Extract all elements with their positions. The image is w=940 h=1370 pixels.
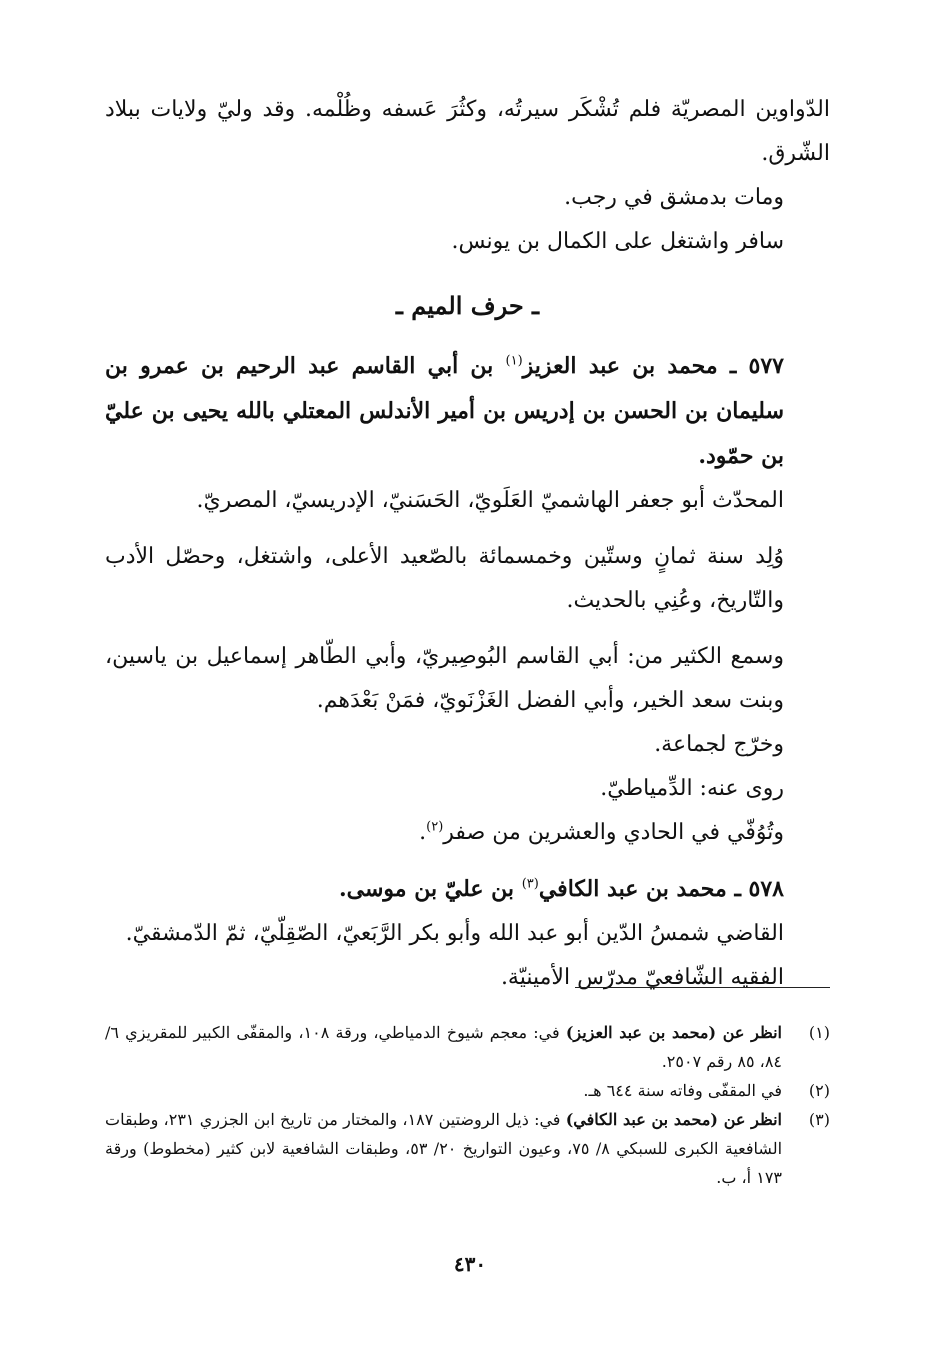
footnotes <box>105 1018 830 1192</box>
footnote-sources: في: معجم شيوخ الدمياطي، ورقة ١٠٨، والمقفّى الكبير للمقريزي ٦/ ٨٤، ٨٥ رقم ٢٥٠٧. <box>105 1023 782 1071</box>
death-date-text: وتُوُفّي في الحادي والعشرين من صفر <box>443 820 784 845</box>
footnote-ref-1[interactable]: (١) <box>505 353 523 369</box>
footnote-text: في المقفّى وفاته سنة ٦٤٤ هـ. <box>583 1081 782 1100</box>
footnote-number: (٣) <box>808 1110 830 1129</box>
entry-577-name: ٥٧٧ ـ محمد بن عبد العزيز <box>522 353 784 379</box>
entry-578-lineage: بن عليّ بن موسى. <box>339 876 522 902</box>
footnote-2 <box>105 1076 830 1105</box>
paragraph-jurist: الفقيه الشّافعيّ مدرّس الأمينيّة. <box>500 965 784 990</box>
footnote-sources: في: ذيل الروضتين ١٨٧، والمختار من تاريخ ابن الجزري ٢٣١، وطبقات الشافعية الكبرى للسبكي ٨/ ٧٥، وعيون التواريخ ٢٠/ ٥٣، وطبقات الشافعية لابن كثير (مخطوط) ورقة ١٧٣ أ، ب. <box>105 1110 783 1187</box>
paragraph-narrated: روى عنه: الدِّمياطيّ. <box>600 776 784 801</box>
footnote-text <box>105 1018 782 1076</box>
death-date-end: . <box>419 820 427 845</box>
entry-577-lineage: بن أبي القاسم عبد الرحيم بن عمرو بن سليمان بن الحسن بن إدريس بن أمير الأندلس المعتلي بالله يحيى بن عليّ بن حمّود. <box>105 353 784 469</box>
footnote-subject: انظر عن (محمد بن عبد العزيز) <box>565 1023 782 1042</box>
section-heading: ـ حرف الميم ـ <box>395 291 540 320</box>
footnote-ref-2[interactable]: (٢) <box>426 819 444 835</box>
paragraph-birth: وُلِد سنة ثمانٍ وستّين وخمسمائة بالصّعيد الأعلى، واشتغل، وحصّل الأدب والتّاريخ، وعُنِي بالحديث. <box>105 544 784 613</box>
paragraph-death-date <box>105 811 830 855</box>
footnote-number: (٢) <box>808 1081 830 1100</box>
footnote-number: (١) <box>808 1023 830 1042</box>
paragraph-travel: سافر واشتغل على الكمال بن يونس. <box>451 229 784 254</box>
paragraph-teachers: وسمع الكثير من: أبي القاسم البُوصِيريّ، وأبي الطّاهر إسماعيل بن ياسين، وبنت سعد الخير، وأبي الفضل الغَزْنَويّ، فمَنْ بَعْدَهم. <box>105 644 784 713</box>
page-number: ٤٣٠ <box>453 1252 487 1276</box>
paragraph-death: ومات بدمشق في رجب. <box>564 185 784 210</box>
footnote-ref-3[interactable]: (٣) <box>521 876 539 892</box>
paragraph-judge: القاضي شمسُ الدّين أبو عبد الله وأبو بكر الرَّبَعيّ، الصّقِلّيّ، ثمّ الدّمشقيّ. <box>125 921 784 946</box>
footnote-separator <box>575 987 830 988</box>
paragraph-continuation: الدّواوين المصريّة فلم تُشْكَر سيرتُه، وكثُرَ عَسفه وظُلْمه. وقد وليّ ولايات ببلاد الشّرق. <box>105 97 830 166</box>
document-page <box>105 88 830 1000</box>
footnote-1 <box>105 1018 830 1076</box>
paragraph-titles: المحدّث أبو جعفر الهاشميّ العَلَويّ، الحَسَنيّ، الإدريسيّ، المصريّ. <box>196 488 784 513</box>
paragraph-compiled: وخرّج لجماعة. <box>654 732 784 757</box>
entry-578-name: ٥٧٨ ـ محمد بن عبد الكافي <box>538 876 784 902</box>
entry-577 <box>105 344 830 479</box>
entry-578 <box>105 867 830 912</box>
footnote-subject: انظر عن (محمد بن عبد الكافي) <box>565 1110 782 1129</box>
footnote-text <box>105 1105 782 1192</box>
footnote-3 <box>105 1105 830 1192</box>
